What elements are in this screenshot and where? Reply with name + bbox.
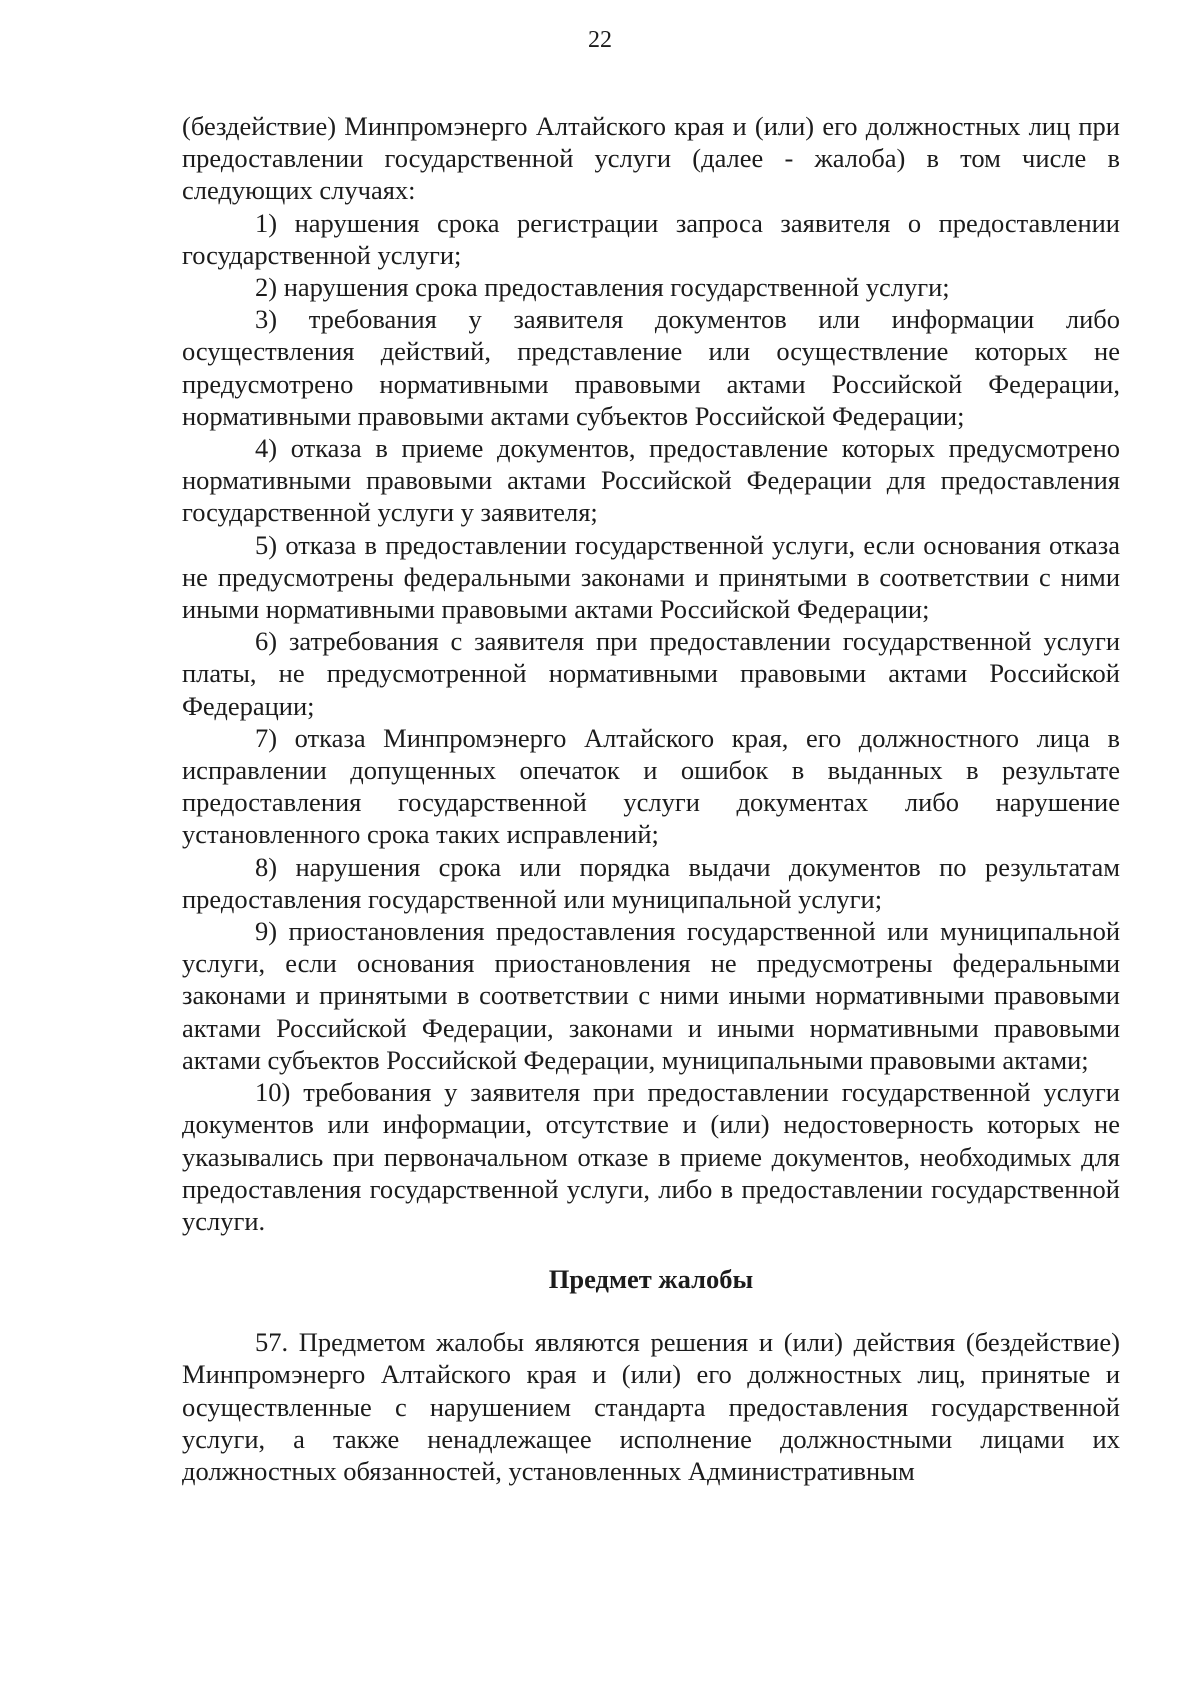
list-item-3: 3) требования у заявителя документов или информации либо осуществления действий, представление или осуществление которых не предусмотрено нормативными правовыми актами Российской Федерации, нормативными правовыми актами субъектов Российской Федерации; [182,304,1120,431]
document-body [182,110,1120,1487]
list-item-4: 4) отказа в приеме документов, предоставление которых предусмотрено нормативными правовыми актами Российской Федерации для предоставления государственной услуги у заявителя; [182,433,1120,528]
list-item-8: 8) нарушения срока или порядка выдачи документов по результатам предоставления государственной или муниципальной услуги; [182,851,1120,914]
list-item-10: 10) требования у заявителя при предоставлении государственной услуги документов или информации, отсутствие и (или) недостоверность которых не указывались при первоначальном отказе в приеме документов, необходимых для предоставления государственной услуги, либо в предоставлении государственной услуги. [182,1077,1120,1236]
list-item-6: 6) затребования с заявителя при предоставлении государственной услуги платы, не предусмотренной нормативными правовыми актами Российской Федерации; [182,626,1120,721]
list-item-9: 9) приостановления предоставления государственной или муниципальной услуги, если основания приостановления не предусмотрены федеральными законами и принятыми в соответствии с ними иными нормативными правовыми актами Российской Федерации, законами и иными нормативными правовыми актами субъектов Российской Федерации, муниципальными правовыми актами; [182,916,1120,1075]
list-item-1: 1) нарушения срока регистрации запроса заявителя о предоставлении государственной услуги; [182,207,1120,270]
page-number: 22 [588,27,612,53]
paragraph-continuation: (бездействие) Минпромэнерго Алтайского края и (или) его должностных лиц при предоставлении государственной услуги (далее - жалоба) в том числе в следующих случаях: [182,111,1120,206]
section-heading: Предмет жалобы [548,1264,754,1295]
list-item-7: 7) отказа Минпромэнерго Алтайского края, его должностного лица в исправлении допущенных опечаток и ошибок в выданных в результате предоставления государственной услуги документах либо нарушение установленного срока таких исправлений; [182,722,1120,850]
list-item-5: 5) отказа в предоставлении государственной услуги, если основания отказа не предусмотрены федеральными законами и принятыми в соответствии с ними иными нормативными правовыми актами Российской Федерации; [182,529,1120,625]
list-item-2: 2) нарушения срока предоставления государственной услуги; [255,272,950,303]
section-paragraph-57: 57. Предметом жалобы являются решения и (или) действия (бездействие) Минпромэнерго Алтайского края и (или) его должностных лиц, принятые и осуществленные с нарушением стандарта предоставления государственной услуги, а также ненадлежащее исполнение должностными лицами их должностных обязанностей, установленных Административным [182,1327,1120,1486]
